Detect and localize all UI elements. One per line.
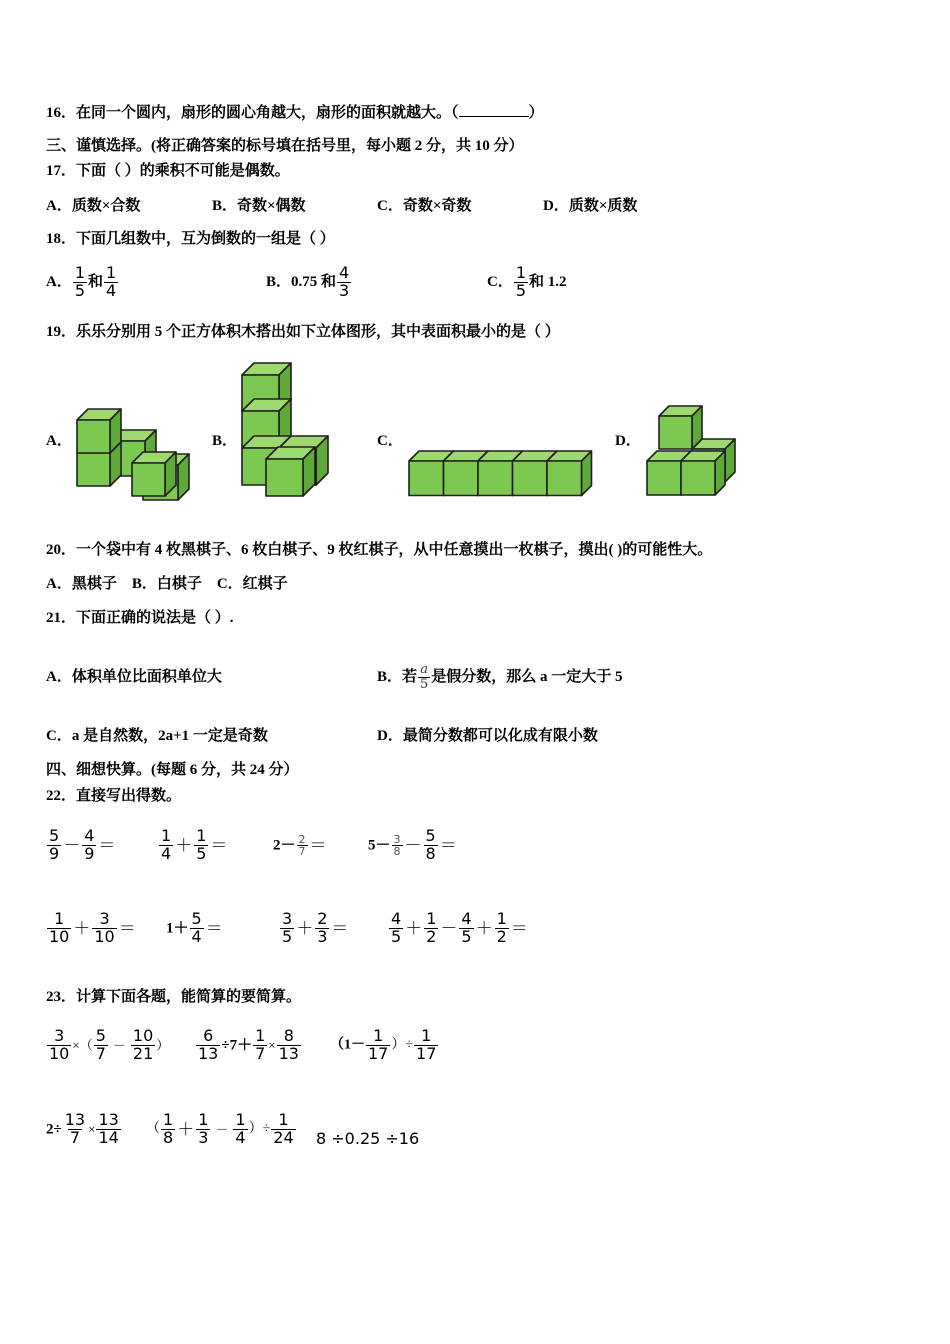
q16-text: 16．在同一个圆内，扇形的圆心角越大，扇形的面积就越大。（: [46, 105, 459, 121]
fraction: $\frac{1}{5}$: [74, 263, 86, 301]
fraction: $\frac{3}{8}$: [393, 832, 401, 859]
q18-b-label: B．0.75 和: [266, 274, 337, 290]
fraction: $\frac{a}{5}$: [420, 662, 429, 693]
fraction: $\frac{5}{8}$: [425, 826, 436, 864]
cube-front-face: [132, 463, 165, 496]
q22-expr-3: 2－ $\frac{2}{7}$ ＝: [273, 832, 327, 859]
fraction: $\frac{1}{24}$: [273, 1110, 294, 1148]
fraction: $\frac{4}{5}$: [461, 909, 472, 947]
q17-option-c[interactable]: C．奇数×奇数: [377, 198, 472, 214]
q16-close: ）: [528, 105, 544, 121]
q21-option-a[interactable]: A．体积单位比面积单位大: [46, 669, 222, 685]
fraction: $\frac{13}{14}$: [98, 1110, 119, 1148]
fraction: $\frac{13}{7}$: [64, 1110, 86, 1148]
cube-front-face: [647, 461, 681, 495]
q18-c-tail: 和 1.2: [529, 274, 567, 290]
cube-front-face: [409, 461, 444, 496]
q21-option-b[interactable]: [377, 642, 623, 712]
q17-option-d[interactable]: D．质数×质数: [543, 198, 638, 214]
q23-calc-1: $\frac{3}{10}$ ×（ $\frac{5}{7}$ － $\frac{10}{21}$ ）: [49, 1026, 170, 1064]
q17-option-a[interactable]: A．质数×合数: [46, 198, 141, 214]
cube-front-face: [659, 416, 692, 449]
q21-b-pre: B．若: [377, 669, 418, 685]
fraction: $\frac{4}{5}$: [391, 909, 402, 947]
fraction: $\frac{3}{10}$: [94, 909, 115, 947]
question-17-stem: 17．下面（ ）的乘积不可能是偶数。: [46, 163, 290, 179]
fraction: $\frac{1}{10}$: [49, 909, 70, 947]
cube-front-face: [77, 420, 110, 453]
cube-figures: [0, 0, 950, 520]
q23-calc-2: $\frac{6}{13}$ ÷7＋ $\frac{1}{7}$ × $\frac{8}{13}$: [198, 1026, 299, 1064]
q21-option-d[interactable]: D．最简分数都可以化成有限小数: [377, 728, 598, 744]
fraction: $\frac{1}{5}$: [196, 826, 207, 864]
q22-expr-5: $\frac{1}{10}$ ＋ $\frac{3}{10}$ ＝: [49, 909, 136, 947]
fraction: $\frac{1}{5}$: [515, 263, 527, 301]
q22-expr-7: $\frac{3}{5}$ ＋ $\frac{2}{3}$ ＝: [282, 909, 349, 947]
q22-expr-2: $\frac{1}{4}$ ＋ $\frac{1}{5}$ ＝: [161, 826, 228, 864]
fraction: $\frac{1}{8}$: [163, 1110, 174, 1148]
q18-c-label: C．: [487, 274, 513, 290]
question-18-stem: 18．下面几组数中，互为倒数的一组是（ ）: [46, 231, 335, 247]
fraction: $\frac{4}{9}$: [84, 826, 95, 864]
section-4-heading: 四、细想快算。(每题 6 分，共 24 分）: [46, 762, 299, 778]
cube-front-face: [681, 461, 715, 495]
q18-a-and: 和: [88, 274, 104, 290]
fraction: $\frac{8}{13}$: [278, 1026, 299, 1064]
q23-calc-6: 8 ÷0.25 ÷16: [316, 1129, 420, 1148]
cube-front-face: [547, 461, 582, 496]
q19-label-c[interactable]: C．: [377, 433, 403, 449]
q21-option-c[interactable]: C．a 是自然数，2a+1 一定是奇数: [46, 728, 268, 744]
q22-expr-6: 1＋ $\frac{5}{4}$ ＝: [166, 909, 223, 947]
fraction: $\frac{3}{10}$: [49, 1026, 70, 1064]
fraction: $\frac{1}{7}$: [255, 1026, 266, 1064]
q22-expr-8: $\frac{4}{5}$ ＋ $\frac{1}{2}$ － $\frac{4}{5}$ ＋ $\frac{1}{2}$ ＝: [391, 909, 528, 947]
question-22-stem: 22．直接写出得数。: [46, 788, 182, 804]
cube-front-face: [266, 459, 303, 496]
fraction: $\frac{5}{9}$: [49, 826, 60, 864]
cube-front-face: [444, 461, 479, 496]
fraction: $\frac{1}{2}$: [496, 909, 507, 947]
q23-calc-5: （ $\frac{1}{8}$ ＋ $\frac{1}{3}$ － $\frac{1}{4}$ ）÷ $\frac{1}{24}$: [146, 1110, 294, 1148]
fraction: $\frac{1}{17}$: [368, 1026, 389, 1064]
cube-front-face: [478, 461, 513, 496]
fraction: $\frac{1}{3}$: [198, 1110, 209, 1148]
question-21-stem: 21．下面正确的说法是（ ）.: [46, 610, 234, 626]
q18-a-label: A．: [46, 274, 72, 290]
q19-label-b[interactable]: B．: [212, 433, 238, 449]
q22-expr-1: $\frac{5}{9}$ － $\frac{4}{9}$ ＝: [49, 826, 116, 864]
q17-option-b[interactable]: B．奇数×偶数: [212, 198, 306, 214]
q21-b-post: 是假分数，那么 a 一定大于 5: [431, 669, 623, 685]
question-19-stem: 19．乐乐分别用 5 个正方体积木搭出如下立体图形，其中表面积最小的是（ ）: [46, 324, 560, 340]
fraction: $\frac{10}{21}$: [132, 1026, 154, 1064]
question-20-stem: 20．一个袋中有 4 枚黑棋子、6 枚白棋子、9 枚红棋子，从中任意摸出一枚棋子，摸出( )的可能性大。: [46, 542, 713, 558]
cube-front-face: [77, 453, 110, 486]
fraction: $\frac{1}{4}$: [161, 826, 172, 864]
q19-label-d[interactable]: D．: [615, 433, 641, 449]
cube-front-face: [513, 461, 548, 496]
fraction: $\frac{4}{3}$: [339, 263, 350, 301]
question-23-stem: 23．计算下面各题，能简算的要简算。: [46, 989, 302, 1005]
fraction: $\frac{1}{4}$: [106, 263, 117, 301]
fraction: $\frac{2}{7}$: [298, 832, 306, 859]
q23-calc-3: （1－ $\frac{1}{17}$ ）÷ $\frac{1}{17}$: [330, 1026, 437, 1064]
q19-label-a[interactable]: A．: [46, 433, 72, 449]
fraction: $\frac{1}{2}$: [426, 909, 437, 947]
fraction: $\frac{1}{17}$: [416, 1026, 437, 1064]
fraction: $\frac{5}{4}$: [191, 909, 202, 947]
section-3-heading: 三、谨慎选择。(将正确答案的标号填在括号里，每小题 2 分，共 10 分）: [46, 138, 524, 154]
fraction: $\frac{3}{5}$: [282, 909, 293, 947]
q22-expr-4: 5－ $\frac{3}{8}$ － $\frac{5}{8}$ ＝: [368, 826, 457, 864]
fraction: $\frac{5}{7}$: [95, 1026, 106, 1064]
fraction: $\frac{2}{3}$: [317, 909, 328, 947]
fraction: $\frac{1}{4}$: [235, 1110, 246, 1148]
q20-options[interactable]: A．黑棋子 B．白棋子 C．红棋子: [46, 576, 288, 592]
fraction: $\frac{6}{13}$: [198, 1026, 219, 1064]
q23-calc-4: 2÷ $\frac{13}{7}$ × $\frac{13}{14}$: [46, 1110, 119, 1148]
